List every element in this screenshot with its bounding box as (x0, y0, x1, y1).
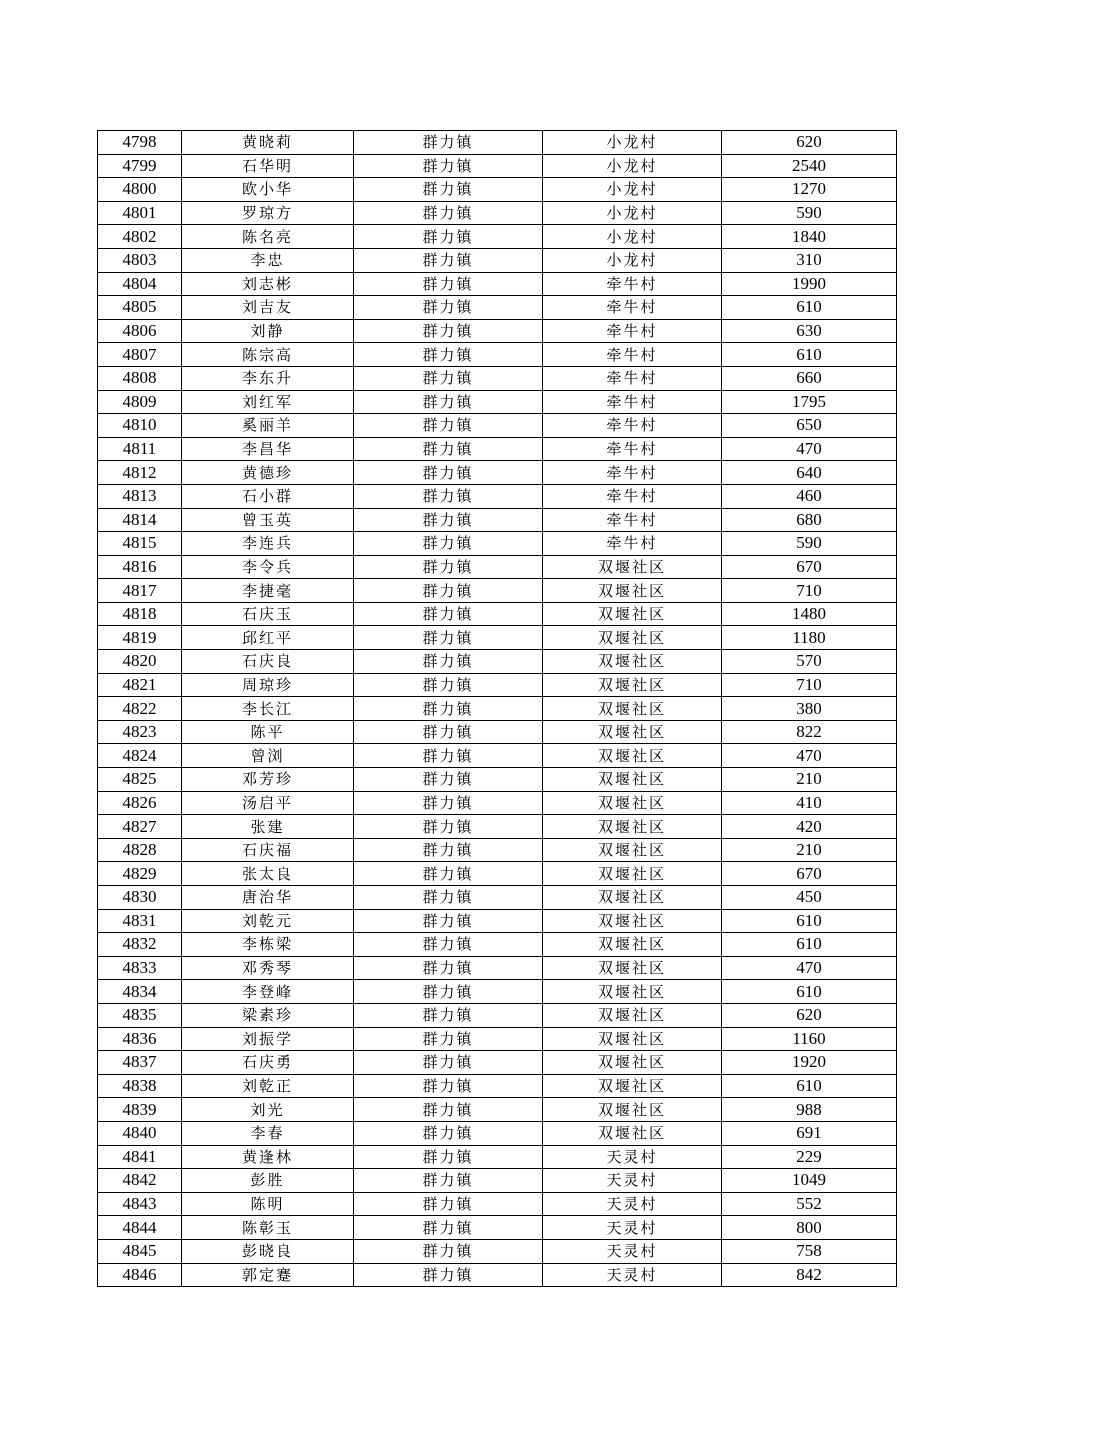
record-number-cell: 4825 (98, 768, 182, 792)
person-name-cell: 黄逢林 (182, 1145, 354, 1169)
village-cell: 双堰社区 (543, 1074, 722, 1098)
town-cell: 群力镇 (354, 437, 543, 461)
person-name-cell: 陈名亮 (182, 225, 354, 249)
town-cell: 群力镇 (354, 1121, 543, 1145)
village-cell: 双堰社区 (543, 673, 722, 697)
amount-cell: 610 (722, 909, 897, 933)
person-name-cell: 曾玉英 (182, 508, 354, 532)
town-cell: 群力镇 (354, 744, 543, 768)
village-cell: 双堰社区 (543, 886, 722, 910)
table-row (98, 1169, 897, 1193)
amount-cell: 1480 (722, 602, 897, 626)
table-row (98, 1098, 897, 1122)
amount-cell: 1920 (722, 1051, 897, 1075)
village-cell: 牵牛村 (543, 508, 722, 532)
town-cell: 群力镇 (354, 1098, 543, 1122)
amount-cell: 1990 (722, 272, 897, 296)
amount-cell: 620 (722, 1003, 897, 1027)
amount-cell: 552 (722, 1192, 897, 1216)
village-cell: 双堰社区 (543, 956, 722, 980)
table-row (98, 532, 897, 556)
town-cell: 群力镇 (354, 956, 543, 980)
record-number-cell: 4833 (98, 956, 182, 980)
record-number-cell: 4803 (98, 248, 182, 272)
amount-cell: 988 (722, 1098, 897, 1122)
table-row (98, 131, 897, 155)
person-name-cell: 欧小华 (182, 178, 354, 202)
person-name-cell: 刘红军 (182, 390, 354, 414)
table-row (98, 154, 897, 178)
amount-cell: 1840 (722, 225, 897, 249)
table-row (98, 178, 897, 202)
person-name-cell: 奚丽羊 (182, 414, 354, 438)
village-cell: 天灵村 (543, 1169, 722, 1193)
table-row (98, 390, 897, 414)
record-number-cell: 4831 (98, 909, 182, 933)
amount-cell: 650 (722, 414, 897, 438)
person-name-cell: 黄德珍 (182, 461, 354, 485)
record-number-cell: 4823 (98, 720, 182, 744)
town-cell: 群力镇 (354, 1263, 543, 1287)
table-row (98, 1121, 897, 1145)
village-cell: 牵牛村 (543, 461, 722, 485)
record-number-cell: 4834 (98, 980, 182, 1004)
record-number-cell: 4846 (98, 1263, 182, 1287)
table-row (98, 768, 897, 792)
person-name-cell: 陈平 (182, 720, 354, 744)
record-number-cell: 4832 (98, 933, 182, 957)
village-cell: 牵牛村 (543, 437, 722, 461)
town-cell: 群力镇 (354, 390, 543, 414)
person-name-cell: 刘吉友 (182, 296, 354, 320)
person-name-cell: 邓芳珍 (182, 768, 354, 792)
table-row (98, 650, 897, 674)
person-name-cell: 陈彰玉 (182, 1216, 354, 1240)
village-cell: 小龙村 (543, 131, 722, 155)
record-number-cell: 4816 (98, 555, 182, 579)
table-row (98, 1192, 897, 1216)
village-cell: 牵牛村 (543, 296, 722, 320)
table-row (98, 484, 897, 508)
record-number-cell: 4844 (98, 1216, 182, 1240)
table-row (98, 673, 897, 697)
town-cell: 群力镇 (354, 909, 543, 933)
record-number-cell: 4806 (98, 319, 182, 343)
person-name-cell: 张建 (182, 815, 354, 839)
table-row (98, 886, 897, 910)
person-name-cell: 张太良 (182, 862, 354, 886)
record-number-cell: 4821 (98, 673, 182, 697)
table-row (98, 744, 897, 768)
town-cell: 群力镇 (354, 1027, 543, 1051)
record-number-cell: 4839 (98, 1098, 182, 1122)
amount-cell: 670 (722, 555, 897, 579)
village-cell: 天灵村 (543, 1192, 722, 1216)
village-cell: 小龙村 (543, 225, 722, 249)
town-cell: 群力镇 (354, 1145, 543, 1169)
amount-cell: 1795 (722, 390, 897, 414)
village-cell: 小龙村 (543, 248, 722, 272)
amount-cell: 842 (722, 1263, 897, 1287)
village-cell: 天灵村 (543, 1239, 722, 1263)
table-row (98, 272, 897, 296)
amount-cell: 660 (722, 366, 897, 390)
table-row (98, 1051, 897, 1075)
record-number-cell: 4830 (98, 886, 182, 910)
village-cell: 牵牛村 (543, 272, 722, 296)
town-cell: 群力镇 (354, 579, 543, 603)
town-cell: 群力镇 (354, 1216, 543, 1240)
table-row (98, 626, 897, 650)
person-name-cell: 刘志彬 (182, 272, 354, 296)
person-name-cell: 郭定蹇 (182, 1263, 354, 1287)
town-cell: 群力镇 (354, 626, 543, 650)
person-name-cell: 李捷毫 (182, 579, 354, 603)
village-cell: 小龙村 (543, 178, 722, 202)
town-cell: 群力镇 (354, 720, 543, 744)
town-cell: 群力镇 (354, 1239, 543, 1263)
person-name-cell: 李忠 (182, 248, 354, 272)
person-name-cell: 石庆勇 (182, 1051, 354, 1075)
amount-cell: 610 (722, 343, 897, 367)
village-cell: 双堰社区 (543, 626, 722, 650)
town-cell: 群力镇 (354, 154, 543, 178)
person-name-cell: 石庆福 (182, 838, 354, 862)
village-cell: 双堰社区 (543, 720, 722, 744)
person-name-cell: 石庆良 (182, 650, 354, 674)
amount-cell: 470 (722, 437, 897, 461)
person-name-cell: 石华明 (182, 154, 354, 178)
town-cell: 群力镇 (354, 697, 543, 721)
table-row (98, 579, 897, 603)
amount-cell: 822 (722, 720, 897, 744)
person-name-cell: 汤启平 (182, 791, 354, 815)
amount-cell: 1049 (722, 1169, 897, 1193)
amount-cell: 450 (722, 886, 897, 910)
village-cell: 天灵村 (543, 1145, 722, 1169)
town-cell: 群力镇 (354, 791, 543, 815)
amount-cell: 640 (722, 461, 897, 485)
village-cell: 牵牛村 (543, 414, 722, 438)
person-name-cell: 石小群 (182, 484, 354, 508)
record-number-cell: 4818 (98, 602, 182, 626)
town-cell: 群力镇 (354, 484, 543, 508)
village-cell: 双堰社区 (543, 838, 722, 862)
record-number-cell: 4800 (98, 178, 182, 202)
person-name-cell: 周琼珍 (182, 673, 354, 697)
amount-cell: 210 (722, 768, 897, 792)
village-cell: 双堰社区 (543, 555, 722, 579)
person-name-cell: 彭胜 (182, 1169, 354, 1193)
amount-cell: 1180 (722, 626, 897, 650)
table-row (98, 697, 897, 721)
town-cell: 群力镇 (354, 131, 543, 155)
amount-cell: 630 (722, 319, 897, 343)
table-row (98, 414, 897, 438)
village-cell: 小龙村 (543, 201, 722, 225)
village-cell: 双堰社区 (543, 744, 722, 768)
table-row (98, 956, 897, 980)
amount-cell: 1270 (722, 178, 897, 202)
person-name-cell: 彭晓良 (182, 1239, 354, 1263)
record-number-cell: 4842 (98, 1169, 182, 1193)
record-number-cell: 4802 (98, 225, 182, 249)
record-number-cell: 4810 (98, 414, 182, 438)
person-name-cell: 邓秀琴 (182, 956, 354, 980)
table-row (98, 1239, 897, 1263)
town-cell: 群力镇 (354, 414, 543, 438)
person-name-cell: 李栋梁 (182, 933, 354, 957)
village-cell: 双堰社区 (543, 650, 722, 674)
record-number-cell: 4836 (98, 1027, 182, 1051)
person-name-cell: 李东升 (182, 366, 354, 390)
table-row (98, 1027, 897, 1051)
amount-cell: 610 (722, 933, 897, 957)
person-name-cell: 陈明 (182, 1192, 354, 1216)
village-cell: 双堰社区 (543, 862, 722, 886)
table-row (98, 909, 897, 933)
record-number-cell: 4804 (98, 272, 182, 296)
record-number-cell: 4807 (98, 343, 182, 367)
person-name-cell: 梁素珍 (182, 1003, 354, 1027)
person-name-cell: 刘静 (182, 319, 354, 343)
amount-cell: 800 (722, 1216, 897, 1240)
village-cell: 双堰社区 (543, 980, 722, 1004)
town-cell: 群力镇 (354, 225, 543, 249)
person-name-cell: 陈宗高 (182, 343, 354, 367)
town-cell: 群力镇 (354, 296, 543, 320)
record-number-cell: 4811 (98, 437, 182, 461)
amount-cell: 229 (722, 1145, 897, 1169)
record-number-cell: 4809 (98, 390, 182, 414)
table-row (98, 296, 897, 320)
village-cell: 双堰社区 (543, 1121, 722, 1145)
town-cell: 群力镇 (354, 178, 543, 202)
table-row (98, 602, 897, 626)
record-number-cell: 4843 (98, 1192, 182, 1216)
person-name-cell: 黄晓莉 (182, 131, 354, 155)
amount-cell: 670 (722, 862, 897, 886)
person-name-cell: 唐治华 (182, 886, 354, 910)
town-cell: 群力镇 (354, 366, 543, 390)
amount-cell: 1160 (722, 1027, 897, 1051)
amount-cell: 460 (722, 484, 897, 508)
town-cell: 群力镇 (354, 838, 543, 862)
table-row (98, 225, 897, 249)
person-name-cell: 李登峰 (182, 980, 354, 1004)
table-row (98, 862, 897, 886)
record-number-cell: 4845 (98, 1239, 182, 1263)
village-cell: 天灵村 (543, 1263, 722, 1287)
table-row (98, 791, 897, 815)
amount-cell: 680 (722, 508, 897, 532)
village-cell: 双堰社区 (543, 909, 722, 933)
table-row (98, 1003, 897, 1027)
town-cell: 群力镇 (354, 602, 543, 626)
town-cell: 群力镇 (354, 248, 543, 272)
village-cell: 双堰社区 (543, 697, 722, 721)
village-cell: 双堰社区 (543, 933, 722, 957)
record-number-cell: 4814 (98, 508, 182, 532)
person-name-cell: 李连兵 (182, 532, 354, 556)
table-row (98, 720, 897, 744)
record-number-cell: 4820 (98, 650, 182, 674)
town-cell: 群力镇 (354, 508, 543, 532)
town-cell: 群力镇 (354, 1051, 543, 1075)
record-number-cell: 4827 (98, 815, 182, 839)
record-number-cell: 4835 (98, 1003, 182, 1027)
record-number-cell: 4819 (98, 626, 182, 650)
record-number-cell: 4817 (98, 579, 182, 603)
record-number-cell: 4829 (98, 862, 182, 886)
town-cell: 群力镇 (354, 1074, 543, 1098)
town-cell: 群力镇 (354, 201, 543, 225)
town-cell: 群力镇 (354, 650, 543, 674)
village-cell: 双堰社区 (543, 768, 722, 792)
village-cell: 双堰社区 (543, 1003, 722, 1027)
town-cell: 群力镇 (354, 555, 543, 579)
village-cell: 双堰社区 (543, 791, 722, 815)
town-cell: 群力镇 (354, 1192, 543, 1216)
amount-cell: 570 (722, 650, 897, 674)
amount-cell: 2540 (722, 154, 897, 178)
amount-cell: 470 (722, 744, 897, 768)
table-row (98, 461, 897, 485)
record-number-cell: 4812 (98, 461, 182, 485)
village-cell: 牵牛村 (543, 366, 722, 390)
town-cell: 群力镇 (354, 768, 543, 792)
amount-cell: 420 (722, 815, 897, 839)
table-row (98, 343, 897, 367)
village-cell: 双堰社区 (543, 1098, 722, 1122)
amount-cell: 758 (722, 1239, 897, 1263)
village-cell: 天灵村 (543, 1216, 722, 1240)
town-cell: 群力镇 (354, 1003, 543, 1027)
record-number-cell: 4798 (98, 131, 182, 155)
town-cell: 群力镇 (354, 1169, 543, 1193)
town-cell: 群力镇 (354, 673, 543, 697)
record-number-cell: 4813 (98, 484, 182, 508)
table-row (98, 366, 897, 390)
table-row (98, 815, 897, 839)
record-number-cell: 4841 (98, 1145, 182, 1169)
town-cell: 群力镇 (354, 319, 543, 343)
record-number-cell: 4808 (98, 366, 182, 390)
table-row (98, 838, 897, 862)
village-cell: 牵牛村 (543, 484, 722, 508)
table-row (98, 248, 897, 272)
amount-cell: 710 (722, 673, 897, 697)
table-row (98, 1263, 897, 1287)
village-cell: 牵牛村 (543, 390, 722, 414)
amount-cell: 610 (722, 980, 897, 1004)
amount-cell: 691 (722, 1121, 897, 1145)
village-cell: 小龙村 (543, 154, 722, 178)
person-name-cell: 刘乾正 (182, 1074, 354, 1098)
table-row (98, 1216, 897, 1240)
table-row (98, 319, 897, 343)
village-cell: 牵牛村 (543, 532, 722, 556)
record-number-cell: 4822 (98, 697, 182, 721)
village-cell: 牵牛村 (543, 343, 722, 367)
person-name-cell: 李昌华 (182, 437, 354, 461)
table-row (98, 508, 897, 532)
table-row (98, 1145, 897, 1169)
amount-cell: 210 (722, 838, 897, 862)
person-name-cell: 刘乾元 (182, 909, 354, 933)
record-number-cell: 4837 (98, 1051, 182, 1075)
amount-cell: 620 (722, 131, 897, 155)
town-cell: 群力镇 (354, 933, 543, 957)
amount-cell: 590 (722, 532, 897, 556)
person-name-cell: 李春 (182, 1121, 354, 1145)
town-cell: 群力镇 (354, 815, 543, 839)
record-number-cell: 4826 (98, 791, 182, 815)
village-cell: 双堰社区 (543, 815, 722, 839)
town-cell: 群力镇 (354, 886, 543, 910)
record-number-cell: 4799 (98, 154, 182, 178)
amount-cell: 380 (722, 697, 897, 721)
records-table-body (98, 131, 897, 1287)
person-name-cell: 曾浏 (182, 744, 354, 768)
town-cell: 群力镇 (354, 272, 543, 296)
person-name-cell: 刘振学 (182, 1027, 354, 1051)
amount-cell: 710 (722, 579, 897, 603)
table-row (98, 1074, 897, 1098)
amount-cell: 590 (722, 201, 897, 225)
person-name-cell: 刘光 (182, 1098, 354, 1122)
record-number-cell: 4824 (98, 744, 182, 768)
record-number-cell: 4815 (98, 532, 182, 556)
person-name-cell: 李令兵 (182, 555, 354, 579)
record-number-cell: 4838 (98, 1074, 182, 1098)
village-cell: 双堰社区 (543, 1051, 722, 1075)
village-cell: 牵牛村 (543, 319, 722, 343)
record-number-cell: 4828 (98, 838, 182, 862)
town-cell: 群力镇 (354, 461, 543, 485)
amount-cell: 310 (722, 248, 897, 272)
amount-cell: 610 (722, 296, 897, 320)
town-cell: 群力镇 (354, 980, 543, 1004)
person-name-cell: 邱红平 (182, 626, 354, 650)
person-name-cell: 罗琼方 (182, 201, 354, 225)
village-cell: 双堰社区 (543, 579, 722, 603)
table-row (98, 980, 897, 1004)
record-number-cell: 4840 (98, 1121, 182, 1145)
amount-cell: 410 (722, 791, 897, 815)
amount-cell: 470 (722, 956, 897, 980)
amount-cell: 610 (722, 1074, 897, 1098)
table-row (98, 933, 897, 957)
town-cell: 群力镇 (354, 343, 543, 367)
table-row (98, 437, 897, 461)
table-row (98, 555, 897, 579)
record-number-cell: 4801 (98, 201, 182, 225)
town-cell: 群力镇 (354, 532, 543, 556)
town-cell: 群力镇 (354, 862, 543, 886)
records-table (97, 130, 897, 1287)
village-cell: 双堰社区 (543, 1027, 722, 1051)
record-number-cell: 4805 (98, 296, 182, 320)
person-name-cell: 李长江 (182, 697, 354, 721)
table-row (98, 201, 897, 225)
person-name-cell: 石庆玉 (182, 602, 354, 626)
village-cell: 双堰社区 (543, 602, 722, 626)
